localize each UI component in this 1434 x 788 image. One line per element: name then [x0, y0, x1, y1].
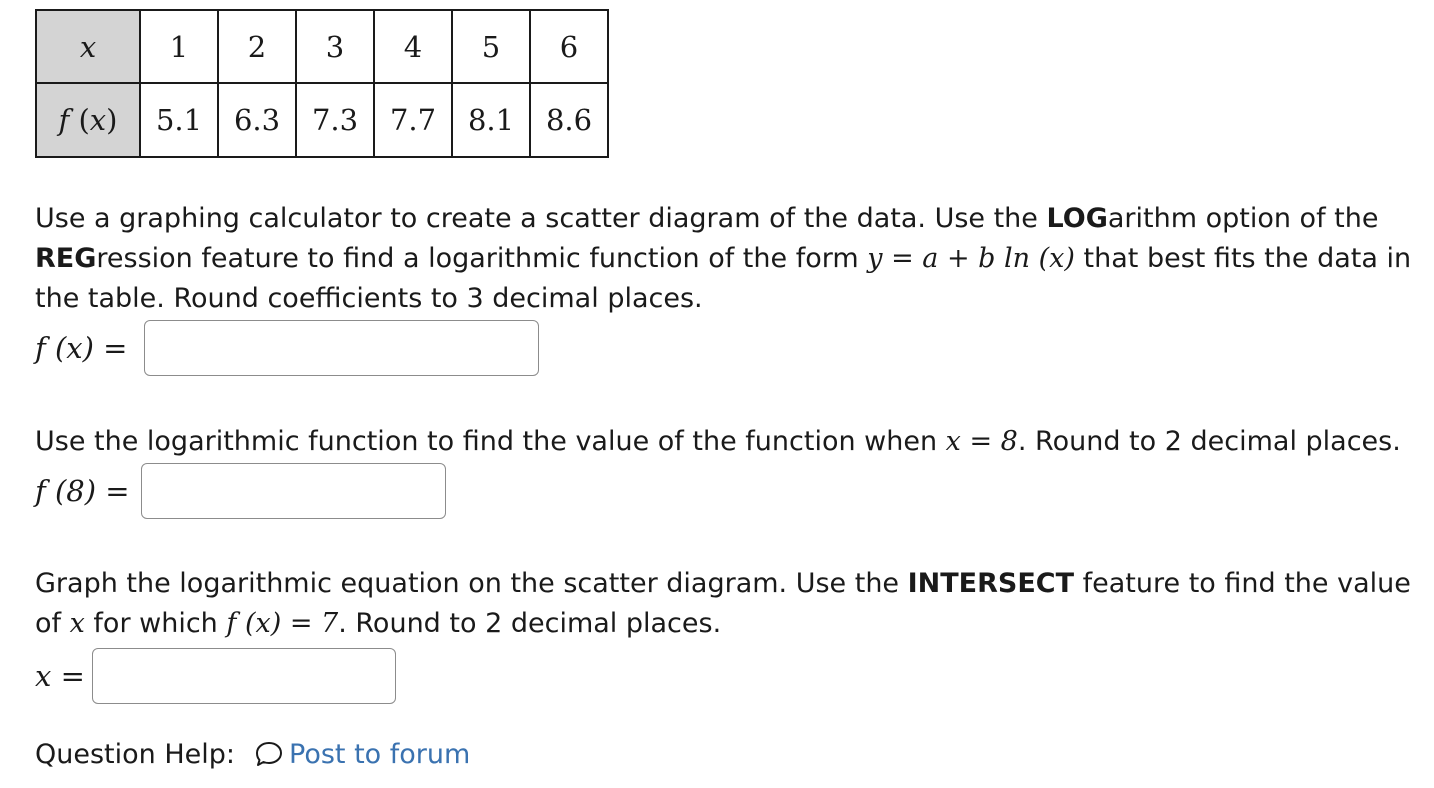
fx-header-var: x	[89, 103, 107, 137]
question2-answer-label: f (8) =	[35, 474, 130, 508]
x-header: x	[36, 10, 140, 83]
fx-value-3: 7.3	[296, 83, 374, 157]
question3-answer-label: x =	[35, 659, 85, 693]
fx-value-1: 5.1	[140, 83, 218, 157]
question1-answer-input[interactable]	[144, 320, 539, 376]
fx-header: f (x)	[36, 83, 140, 157]
x-value-4: 4	[374, 10, 452, 83]
x-value-2: 2	[218, 10, 296, 83]
question3-answer-input[interactable]	[92, 648, 396, 704]
x-value-3: 3	[296, 10, 374, 83]
question1-answer-label: f (x) =	[35, 331, 128, 365]
question3-condition: f (x) = 7	[226, 608, 339, 639]
question-help	[35, 735, 470, 775]
question-help-label: Question Help:	[35, 739, 235, 770]
data-table	[35, 9, 609, 158]
question2-text: Use the logarithmic function to find the value of the function when x = 8. Round to 2 decimal places.	[35, 426, 1401, 457]
fx-header-fn: f	[58, 103, 70, 137]
question3-text: Graph the logarithmic equation on the scatter diagram. Use the INTERSECT feature to find the value of x for which f (x) = 7. Round to 2 decimal places.	[35, 568, 1411, 639]
x-value-5: 5	[452, 10, 530, 83]
table-row-x	[36, 10, 608, 83]
question3-var: x	[69, 608, 85, 639]
speech-bubble-icon	[255, 741, 283, 767]
question2-answer-input[interactable]	[141, 463, 446, 519]
fx-value-4: 7.7	[374, 83, 452, 157]
question1-text: Use a graphing calculator to create a scatter diagram of the data. Use the LOGarithm option of the REGression feature to find a logarithmic function of the form y = a + b ln (x) that best fits the data in the table. Round coefficients to 3 decimal places.	[35, 203, 1412, 314]
question2-condition: x = 8	[945, 426, 1018, 457]
table-row-fx	[36, 83, 608, 157]
x-value-6: 6	[530, 10, 608, 83]
fx-value-5: 8.1	[452, 83, 530, 157]
x-value-1: 1	[140, 10, 218, 83]
fx-value-2: 6.3	[218, 83, 296, 157]
fx-value-6: 8.6	[530, 83, 608, 157]
post-to-forum-link[interactable]: Post to forum	[289, 739, 471, 770]
question1-formula: y = a + b ln (x)	[867, 243, 1075, 274]
